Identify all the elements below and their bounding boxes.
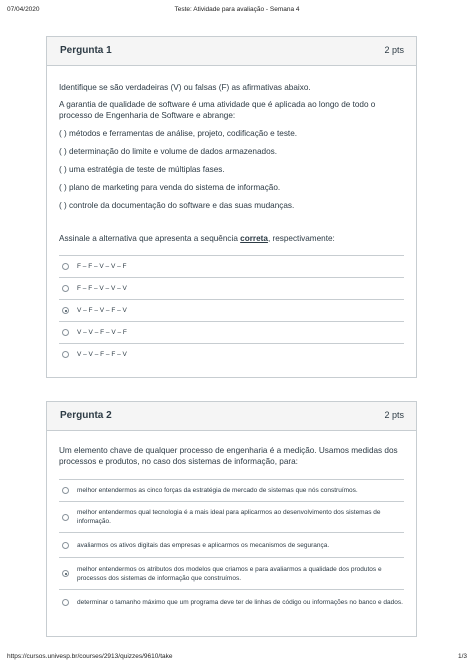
answer-label: avaliarmos os ativos digitais das empresas e aplicarmos os mecanismos de segurança. <box>77 541 330 549</box>
question-2-card <box>46 401 417 637</box>
prompt-text: , respectivamente: <box>267 234 335 243</box>
question-1-item: ( ) controle da documentação do software e das suas mudanças. <box>59 201 295 210</box>
print-footer <box>7 653 467 663</box>
question-2-body <box>47 445 416 614</box>
question-1-statement: A garantia de qualidade de software é uma atividade que é aplicada ao longo de todo o processo de Engenharia de Software e abrange: <box>59 100 376 120</box>
answer-option[interactable] <box>59 532 404 557</box>
answer-option[interactable] <box>59 343 404 365</box>
answer-label: F – F – V – V – F <box>77 263 127 270</box>
radio-button[interactable] <box>62 263 69 270</box>
radio-button[interactable] <box>62 542 69 549</box>
question-1-intro: Identifique se são verdadeiras (V) ou falsas (F) as afirmativas abaixo. <box>59 83 311 92</box>
answer-label: V – V – F – V – F <box>77 329 127 336</box>
question-2-answers <box>59 479 404 614</box>
question-1-points: 2 pts <box>384 45 404 55</box>
question-2-title: Pergunta 2 <box>60 410 112 421</box>
answer-label: melhor entendermos os atributos dos modelos que criamos e para avaliarmos a qualidade dos produtos e processos dos sistemas de informação que construímos. <box>77 565 382 582</box>
radio-button-selected[interactable] <box>62 570 69 577</box>
print-date: 07/04/2020 <box>7 6 40 13</box>
answer-label: melhor entendermos as cinco forças da estratégia de mercado de sistemas que nós construímos. <box>77 487 358 494</box>
radio-button[interactable] <box>62 351 69 358</box>
print-page-number: 1/3 <box>457 653 467 660</box>
answer-option[interactable] <box>59 321 404 343</box>
question-2-points: 2 pts <box>384 410 404 420</box>
radio-button[interactable] <box>62 514 69 521</box>
question-1-item: ( ) determinação do limite e volume de dados armazenados. <box>59 147 277 156</box>
answer-option[interactable] <box>59 501 404 532</box>
radio-button[interactable] <box>62 599 69 606</box>
radio-button[interactable] <box>62 285 69 292</box>
radio-button-selected[interactable] <box>62 307 69 314</box>
answer-label: determinar o tamanho máximo que um programa deve ter de linhas de código ou informações no banco e dados. <box>77 598 403 606</box>
question-1-header <box>47 37 416 66</box>
answer-label: F – F – V – V – V <box>77 285 127 292</box>
print-title: Teste: Atividade para avaliação - Semana 4 <box>174 6 300 13</box>
radio-button[interactable] <box>62 329 69 336</box>
question-2-header <box>47 402 416 431</box>
answer-option[interactable] <box>59 479 404 501</box>
question-1-item: ( ) uma estratégia de teste de múltiplas fases. <box>59 165 225 174</box>
answer-option[interactable] <box>59 255 404 277</box>
answer-label: melhor entendermos qual tecnologia é a mais ideal para aplicarmos ao desenvolvimento dos sistemas de informação. <box>77 509 381 525</box>
answer-option[interactable] <box>59 589 404 614</box>
prompt-text: Assinale a alternativa que apresenta a sequência <box>59 234 241 243</box>
print-url: https://cursos.univesp.br/courses/2913/quizzes/9610/take <box>7 653 173 660</box>
question-1-card <box>46 36 417 378</box>
answer-label: V – V – F – F – V <box>77 351 127 358</box>
question-2-statement: Um elemento chave de qualquer processo de engenharia é a medição. Usamos medidas dos processos e produtos, no caso dos sistemas de informação, para: <box>59 446 398 466</box>
prompt-emphasis: correta <box>240 234 268 243</box>
radio-button[interactable] <box>62 487 69 494</box>
print-header <box>7 6 467 16</box>
question-1-prompt <box>59 233 404 244</box>
answer-option-selected[interactable] <box>59 557 404 589</box>
question-1-answers <box>59 255 404 365</box>
question-1-item: ( ) plano de marketing para venda do sistema de informação. <box>59 183 281 192</box>
answer-label: V – F – V – F – V <box>77 307 127 314</box>
question-1-body <box>47 82 416 365</box>
question-1-item: ( ) métodos e ferramentas de análise, projeto, codificação e teste. <box>59 129 298 138</box>
answer-option[interactable] <box>59 277 404 299</box>
question-1-title: Pergunta 1 <box>60 45 112 56</box>
answer-option-selected[interactable] <box>59 299 404 321</box>
